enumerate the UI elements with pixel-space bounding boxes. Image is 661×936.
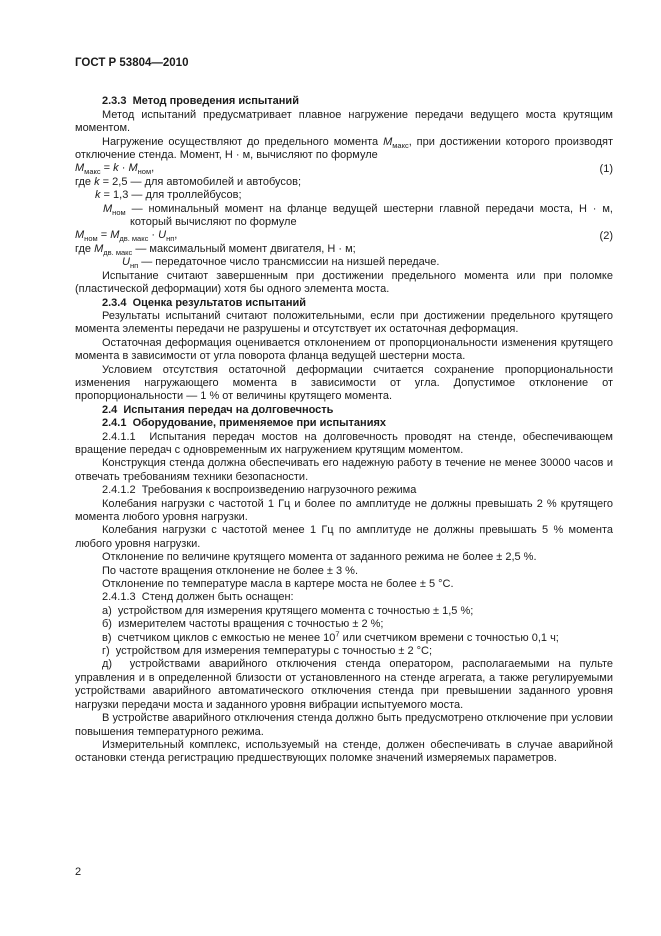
heading-2-3-4: 2.3.4 Оценка результатов испытаний bbox=[102, 296, 306, 309]
paragraph: Измерительный комплекс, используемый на стенде, должен обеспечивать в случае аварийной остановки стенда регистрацию предшествующих поломке значений измеряемых параметров. bbox=[75, 738, 613, 765]
paragraph: В устройстве аварийного отключения стенда должно быть предусмотрено отключение при условии повышения температурного режима. bbox=[75, 712, 613, 738]
text-run: — максимальный момент двигателя, Н · м; bbox=[132, 242, 356, 255]
text-run: — номинальный момент на фланце ведущей шестерни главной передачи моста, Н · м, который вычисляют по формуле bbox=[125, 202, 613, 229]
operator: · bbox=[148, 229, 159, 242]
variable-subscript: дв. макс bbox=[103, 248, 133, 258]
variable: k bbox=[95, 189, 101, 202]
paragraph: Конструкция стенда должна обеспечивать его надежную работу в течение не менее 30000 часов и отвечать требованиям техники безопасности. bbox=[75, 457, 613, 483]
variable-subscript: ном bbox=[112, 207, 126, 217]
paragraph: Отклонение по величине крутящего момента от заданного режима не более ± 2,5 %. bbox=[102, 551, 537, 564]
text-run: = 2,5 — для автомобилей и автобусов; bbox=[99, 175, 302, 188]
paragraph: Метод испытаний предусматривает плавное нагружение передачи ведущего моста крутящим моментом. bbox=[75, 108, 613, 135]
variable: k bbox=[94, 175, 100, 188]
variable: M bbox=[75, 162, 85, 175]
paragraph: 2.4.1.3 Стенд должен быть оснащен: bbox=[102, 591, 294, 604]
variable-subscript: ном bbox=[84, 234, 98, 244]
paragraph: Колебания нагрузки с частотой 1 Гц и более по амплитуде не должны превышать 2 % крутящего момента любого уровня нагрузки. bbox=[75, 497, 613, 523]
text-run: , при достижении которого производят отключение стенда. Момент, Н · м, вычисляют по формуле bbox=[75, 135, 613, 162]
paragraph: По частоте вращения отклонение не более ± 3 %. bbox=[102, 564, 358, 577]
paragraph: 2.4.1.1 Испытания передач мостов на долговечность проводят на стенде, обеспечивающем вращение передач с одновременным их нагружением крутящим моментом. bbox=[75, 430, 613, 456]
paragraph: Испытание считают завершенным при достижении предельного момента или при поломке (пластической деформации) хотя бы одного элемента моста. bbox=[75, 269, 613, 296]
paragraph bbox=[75, 136, 613, 163]
heading-2-4: 2.4 Испытания передач на долговечность bbox=[102, 403, 334, 416]
list-item-v bbox=[75, 629, 613, 645]
list-item-d: д) устройствами аварийного отключения стенда оператором, располагаемыми на пульте управления и в определенной близости от установленного на стенде агрегата, а также регулируемыми устройствами аварийного автоматического отключения стенда при превышении заданного уровня нагрузки передачи моста и заданного уровня вибрации испытуемого моста. bbox=[75, 658, 613, 711]
list-item-g: г) устройством для измерения температуры с точностью ± 2 °С; bbox=[102, 645, 433, 658]
document-code: ГОСТ Р 53804—2010 bbox=[75, 57, 189, 69]
operator: = bbox=[97, 229, 111, 242]
list-item-a: а) устройством для измерения крутящего момента с точностью ± 1,5 %; bbox=[102, 604, 474, 617]
variable: k bbox=[113, 162, 119, 175]
variable-subscript: дв. макс bbox=[119, 234, 149, 244]
text-run: = 1,3 — для троллейбусов; bbox=[100, 189, 242, 202]
formula-number: (2) bbox=[599, 230, 613, 243]
where-clause-line bbox=[75, 256, 613, 269]
paragraph: Условием отсутствия остаточной деформации считается сохранение пропорциональности изменения нагружающего момента в зависимости от угла. Допустимое отклонение от пропорциональности — 1 % от величины крутящего момента. bbox=[75, 363, 613, 403]
variable-subscript: макс bbox=[84, 167, 101, 177]
variable-subscript: ном bbox=[137, 167, 152, 177]
variable: M bbox=[128, 162, 138, 175]
text-run: где bbox=[75, 242, 95, 255]
paragraph: Колебания нагрузки с частотой менее 1 Гц по амплитуде не должны превышать 5 % момента любого уровня нагрузки. bbox=[75, 524, 613, 550]
where-clause-line bbox=[75, 189, 613, 202]
page-number: 2 bbox=[75, 866, 82, 878]
formula-1 bbox=[75, 162, 613, 175]
paragraph: Остаточная деформация оценивается отклонением от пропорциональности изменения крутящего момента в зависимости от угла поворота фланца ведущей шестерни моста. bbox=[75, 336, 613, 363]
punctuation: , bbox=[151, 162, 155, 175]
where-clause-line bbox=[75, 243, 613, 256]
variable: M bbox=[110, 229, 120, 242]
variable: U bbox=[122, 256, 130, 269]
variable: U bbox=[158, 229, 167, 242]
variable: M bbox=[383, 135, 393, 148]
operator: · bbox=[118, 162, 129, 175]
list-item-b: б) измерителем частоты вращения с точностью ± 2 %; bbox=[102, 618, 384, 631]
punctuation: , bbox=[174, 229, 178, 242]
document-body bbox=[75, 95, 613, 765]
where-clause-line bbox=[75, 203, 613, 230]
superscript: 7 bbox=[335, 629, 340, 638]
paragraph: Результаты испытаний считают положительными, если при достижении предельного крутящего момента элементы передачи не разрушены и отсутствует их остаточная деформация. bbox=[75, 309, 613, 336]
variable-subscript: нп bbox=[129, 261, 139, 271]
text-run: где bbox=[75, 175, 95, 188]
variable-subscript: макс bbox=[392, 140, 409, 150]
variable: M bbox=[94, 242, 104, 255]
heading-2-4-1: 2.4.1 Оборудование, применяемое при испытаниях bbox=[102, 417, 386, 430]
text-run: Нагружение осуществляют до предельного момента bbox=[102, 135, 384, 148]
formula-2 bbox=[75, 229, 613, 242]
variable-subscript: нп bbox=[166, 234, 175, 244]
formula-expression bbox=[75, 229, 178, 244]
text-run: — передаточное число трансмиссии на низшей передаче. bbox=[138, 256, 440, 269]
heading-2-3-3: 2.3.3 Метод проведения испытаний bbox=[102, 95, 299, 108]
operator: = bbox=[100, 162, 114, 175]
variable: M bbox=[75, 229, 85, 242]
text-run: или счетчиком времени с точностью 0,1 ч; bbox=[339, 631, 559, 644]
variable: M bbox=[103, 202, 113, 215]
text-run: в) счетчиком циклов с емкостью не менее 10 bbox=[102, 631, 336, 644]
paragraph: 2.4.1.2 Требования к воспроизведению нагрузочного режима bbox=[102, 484, 417, 497]
formula-number: (1) bbox=[599, 163, 613, 176]
formula-expression bbox=[75, 162, 155, 177]
paragraph: Отклонение по температуре масла в картере моста не более ± 5 °С. bbox=[102, 578, 454, 591]
where-clause-line bbox=[75, 176, 613, 189]
